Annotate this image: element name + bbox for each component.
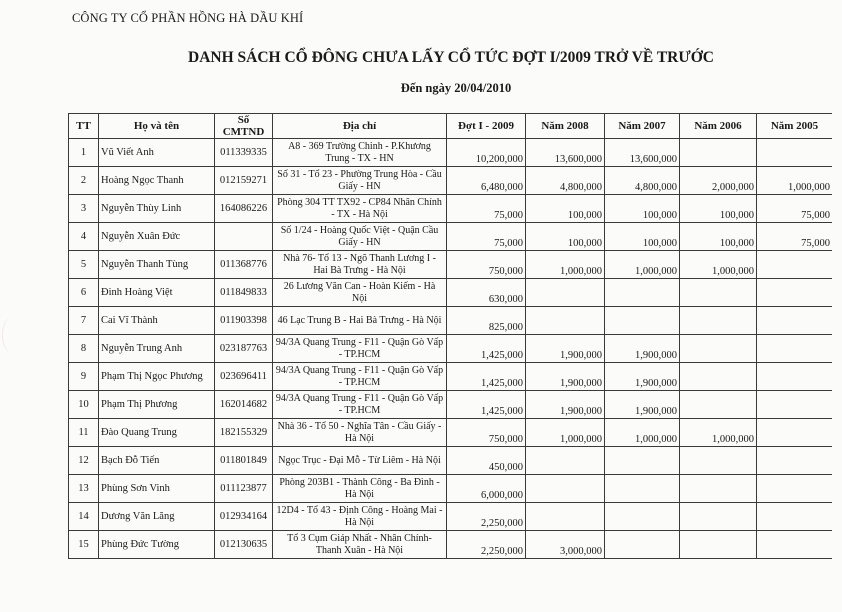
dividend-2006: 100,000 [680, 195, 757, 223]
shareholder-name: Nguyễn Xuân Đức [99, 223, 215, 251]
row-number: 6 [69, 279, 99, 307]
dividend-2006 [680, 447, 757, 475]
id-number: 164086226 [215, 195, 273, 223]
row-number: 15 [69, 531, 99, 559]
row-number: 7 [69, 307, 99, 335]
dividend-2005 [757, 335, 833, 363]
document-title: DANH SÁCH CỔ ĐÔNG CHƯA LẤY CỔ TỨC ĐỢT I/2009 TRỞ VỀ TRƯỚC [188, 49, 714, 66]
table-row [69, 531, 833, 559]
shareholder-name: Phạm Thị Phương [99, 391, 215, 419]
header-address: Địa chỉ [273, 114, 447, 139]
address: Phòng 203B1 - Thành Công - Ba Đình - Hà Nội [273, 475, 447, 503]
dividend-2006 [680, 335, 757, 363]
dividend-2007 [605, 475, 680, 503]
id-number [215, 223, 273, 251]
dividend-2005 [757, 307, 833, 335]
table-body [69, 139, 833, 559]
header-dot1-2009: Đợt I - 2009 [447, 114, 526, 139]
dividend-2006 [680, 503, 757, 531]
address: A8 - 369 Trường Chinh - P.Khương Trung - TX - HN [273, 139, 447, 167]
row-number: 1 [69, 139, 99, 167]
table-row [69, 223, 833, 251]
dividend-2008: 13,600,000 [526, 139, 605, 167]
table-row [69, 503, 833, 531]
dividend-dot1-2009: 6,000,000 [447, 475, 526, 503]
header-2006: Năm 2006 [680, 114, 757, 139]
header-2005: Năm 2005 [757, 114, 833, 139]
table-row [69, 335, 833, 363]
dividend-2008: 100,000 [526, 223, 605, 251]
dividend-2007: 1,900,000 [605, 335, 680, 363]
dividend-2006 [680, 279, 757, 307]
dividend-2007 [605, 307, 680, 335]
table-header-row [69, 114, 833, 139]
id-number: 011123877 [215, 475, 273, 503]
dividend-dot1-2009: 1,425,000 [447, 363, 526, 391]
dividend-dot1-2009: 750,000 [447, 419, 526, 447]
dividend-2008 [526, 307, 605, 335]
page-margin-mark [2, 318, 19, 352]
address: 94/3A Quang Trung - F11 - Quận Gò Vấp - TP.HCM [273, 363, 447, 391]
dividend-2007: 100,000 [605, 195, 680, 223]
shareholder-name: Cai Vĩ Thành [99, 307, 215, 335]
id-number: 012159271 [215, 167, 273, 195]
table-row [69, 167, 833, 195]
row-number: 10 [69, 391, 99, 419]
address: 12D4 - Tổ 43 - Định Công - Hoàng Mai - Hà Nội [273, 503, 447, 531]
shareholder-name: Phạm Thị Ngọc Phương [99, 363, 215, 391]
address: Tổ 3 Cụm Giáp Nhất - Nhân Chính-Thanh Xuân - Hà Nội [273, 531, 447, 559]
company-name: CÔNG TY CỔ PHẦN HỒNG HÀ DẦU KHÍ [72, 11, 304, 25]
address: Nhà 76- Tổ 13 - Ngõ Thanh Lương I - Hai Bà Trưng - Hà Nội [273, 251, 447, 279]
shareholder-name: Nguyễn Thanh Tùng [99, 251, 215, 279]
id-number: 011801849 [215, 447, 273, 475]
id-number: 011339335 [215, 139, 273, 167]
address: Số 1/24 - Hoàng Quốc Việt - Quận Cầu Giấy - HN [273, 223, 447, 251]
dividend-2008: 1,000,000 [526, 419, 605, 447]
dividend-2005: 75,000 [757, 195, 833, 223]
row-number: 14 [69, 503, 99, 531]
row-number: 2 [69, 167, 99, 195]
table-row [69, 447, 833, 475]
address: Phòng 304 TT TX92 - CP84 Nhân Chính - TX - Hà Nội [273, 195, 447, 223]
dividend-2006 [680, 363, 757, 391]
address: 94/3A Quang Trung - F11 - Quận Gò Vấp - TP.HCM [273, 391, 447, 419]
shareholder-table-container [68, 113, 832, 612]
dividend-2005 [757, 363, 833, 391]
dividend-dot1-2009: 825,000 [447, 307, 526, 335]
dividend-2007 [605, 503, 680, 531]
shareholder-name: Đinh Hoàng Việt [99, 279, 215, 307]
dividend-dot1-2009: 1,425,000 [447, 391, 526, 419]
id-number: 162014682 [215, 391, 273, 419]
dividend-2007 [605, 279, 680, 307]
row-number: 11 [69, 419, 99, 447]
address: 46 Lạc Trung B - Hai Bà Trưng - Hà Nội [273, 307, 447, 335]
shareholder-name: Phùng Sơn Vinh [99, 475, 215, 503]
shareholder-name: Đào Quang Trung [99, 419, 215, 447]
address: Ngọc Trục - Đại Mỗ - Từ Liêm - Hà Nội [273, 447, 447, 475]
dividend-2005 [757, 447, 833, 475]
dividend-2008: 100,000 [526, 195, 605, 223]
row-number: 9 [69, 363, 99, 391]
id-number: 023696411 [215, 363, 273, 391]
dividend-2006 [680, 307, 757, 335]
dividend-2006 [680, 475, 757, 503]
dividend-2005: 75,000 [757, 223, 833, 251]
dividend-2005: 1,000,000 [757, 167, 833, 195]
id-number: 012934164 [215, 503, 273, 531]
dividend-dot1-2009: 2,250,000 [447, 503, 526, 531]
dividend-2007 [605, 447, 680, 475]
table-row [69, 251, 833, 279]
id-number: 011849833 [215, 279, 273, 307]
dividend-dot1-2009: 2,250,000 [447, 531, 526, 559]
dividend-2006 [680, 531, 757, 559]
dividend-2005 [757, 279, 833, 307]
id-number: 182155329 [215, 419, 273, 447]
table-row [69, 307, 833, 335]
dividend-2005 [757, 251, 833, 279]
header-name: Họ và tên [99, 114, 215, 139]
dividend-2007: 4,800,000 [605, 167, 680, 195]
row-number: 3 [69, 195, 99, 223]
dividend-dot1-2009: 75,000 [447, 195, 526, 223]
shareholder-name: Dương Văn Lăng [99, 503, 215, 531]
table-row [69, 391, 833, 419]
dividend-2008: 1,900,000 [526, 391, 605, 419]
address: Số 31 - Tổ 23 - Phường Trung Hòa - Cầu Giấy - HN [273, 167, 447, 195]
row-number: 8 [69, 335, 99, 363]
header-2007: Năm 2007 [605, 114, 680, 139]
dividend-2006: 1,000,000 [680, 419, 757, 447]
document-date: Đến ngày 20/04/2010 [400, 81, 512, 95]
header-tt: TT [69, 114, 99, 139]
address: 94/3A Quang Trung - F11 - Quận Gò Vấp - TP.HCM [273, 335, 447, 363]
id-number: 023187763 [215, 335, 273, 363]
dividend-dot1-2009: 630,000 [447, 279, 526, 307]
table-row [69, 363, 833, 391]
dividend-2008 [526, 279, 605, 307]
dividend-2008 [526, 447, 605, 475]
dividend-2005 [757, 139, 833, 167]
dividend-2007 [605, 531, 680, 559]
shareholder-name: Phùng Đức Tường [99, 531, 215, 559]
dividend-2005 [757, 391, 833, 419]
dividend-2007: 13,600,000 [605, 139, 680, 167]
dividend-2007: 1,000,000 [605, 419, 680, 447]
table-row [69, 195, 833, 223]
shareholder-name: Bạch Đỗ Tiến [99, 447, 215, 475]
dividend-2005 [757, 503, 833, 531]
dividend-2005 [757, 475, 833, 503]
dividend-2008 [526, 475, 605, 503]
shareholder-name: Hoàng Ngọc Thanh [99, 167, 215, 195]
dividend-dot1-2009: 450,000 [447, 447, 526, 475]
dividend-2007: 1,900,000 [605, 391, 680, 419]
dividend-2007: 1,900,000 [605, 363, 680, 391]
dividend-2006 [680, 139, 757, 167]
dividend-2007: 100,000 [605, 223, 680, 251]
dividend-2006: 1,000,000 [680, 251, 757, 279]
dividend-2006 [680, 391, 757, 419]
id-number: 011903398 [215, 307, 273, 335]
dividend-2008: 1,900,000 [526, 363, 605, 391]
shareholder-name: Nguyễn Thùy Linh [99, 195, 215, 223]
table-row [69, 475, 833, 503]
id-number: 011368776 [215, 251, 273, 279]
dividend-dot1-2009: 6,480,000 [447, 167, 526, 195]
dividend-2008 [526, 503, 605, 531]
address: Nhà 36 - Tổ 50 - Nghĩa Tân - Cầu Giấy - Hà Nội [273, 419, 447, 447]
dividend-2008: 1,900,000 [526, 335, 605, 363]
dividend-dot1-2009: 1,425,000 [447, 335, 526, 363]
dividend-dot1-2009: 75,000 [447, 223, 526, 251]
dividend-2008: 3,000,000 [526, 531, 605, 559]
address: 26 Lương Văn Can - Hoàn Kiếm - Hà Nội [273, 279, 447, 307]
shareholder-table [68, 113, 832, 559]
row-number: 13 [69, 475, 99, 503]
table-row [69, 419, 833, 447]
dividend-2005 [757, 419, 833, 447]
dividend-2006: 100,000 [680, 223, 757, 251]
row-number: 4 [69, 223, 99, 251]
table-row [69, 139, 833, 167]
shareholder-name: Vũ Viết Anh [99, 139, 215, 167]
dividend-2008: 4,800,000 [526, 167, 605, 195]
header-id: Số CMTND [215, 114, 273, 139]
row-number: 12 [69, 447, 99, 475]
row-number: 5 [69, 251, 99, 279]
id-number: 012130635 [215, 531, 273, 559]
table-row [69, 279, 833, 307]
dividend-2005 [757, 531, 833, 559]
dividend-dot1-2009: 10,200,000 [447, 139, 526, 167]
shareholder-name: Nguyễn Trung Anh [99, 335, 215, 363]
dividend-2008: 1,000,000 [526, 251, 605, 279]
dividend-2007: 1,000,000 [605, 251, 680, 279]
dividend-2006: 2,000,000 [680, 167, 757, 195]
header-2008: Năm 2008 [526, 114, 605, 139]
dividend-dot1-2009: 750,000 [447, 251, 526, 279]
